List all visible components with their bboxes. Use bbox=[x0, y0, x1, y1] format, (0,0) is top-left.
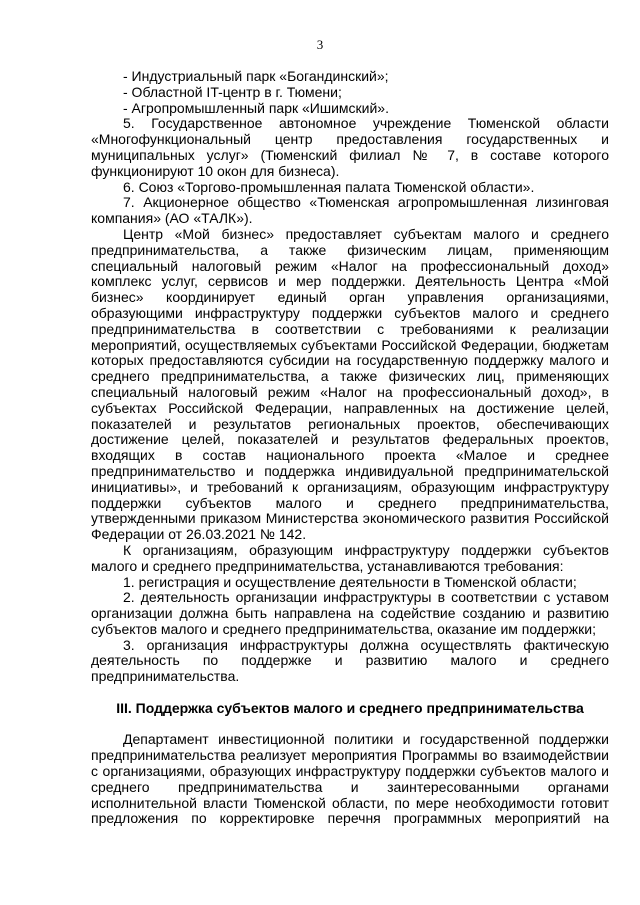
text-line: которых предоставляются субсидии на государственную поддержку малого и bbox=[91, 353, 609, 369]
document-body bbox=[91, 69, 609, 827]
text-line: К организациям, образующим инфраструктуру поддержки субъектов bbox=[123, 542, 609, 558]
text-line: 6. Союз «Торгово-промышленная палата Тюменской области». bbox=[123, 179, 535, 195]
text-line: малого и среднего предпринимательства, устанавливаются требования: bbox=[91, 558, 564, 574]
text-line: 7. Акционерное общество «Тюменская агропромышленная лизинговая bbox=[123, 195, 609, 211]
section-text bbox=[91, 69, 609, 685]
text-line: 1. регистрация и осуществление деятельности в Тюменской области; bbox=[123, 574, 577, 590]
text-line: деятельность по поддержке и развитию малого и среднего bbox=[91, 653, 609, 669]
text-line: достижение целей, показателей и результатов федеральных проектов, bbox=[91, 432, 609, 448]
text-line: субъектах Российской Федерации, направленных на достижение целей, bbox=[91, 400, 609, 416]
text-line: мероприятий, осуществляемых субъектами Российской Федерации, бюджетам bbox=[91, 337, 609, 353]
text-line: предпринимательства в соответствии с требованиями к реализации bbox=[91, 321, 609, 337]
text-line: - Агропромышленный парк «Ишимский». bbox=[123, 100, 389, 116]
page-number: 3 bbox=[316, 37, 324, 52]
text-line: муниципальных услуг» (Тюменский филиал № 7, в составе которого bbox=[91, 147, 609, 163]
text-line: специальный налоговый режим «Налог на профессиональный доход», в bbox=[91, 384, 609, 400]
text-line: входящих в состав национального проекта «Малое и среднее bbox=[91, 448, 609, 464]
section-heading: III. Поддержка субъектов малого и среднего предпринимательства bbox=[116, 699, 584, 716]
text-line: образующими инфраструктуру поддержки субъектов малого и среднего bbox=[91, 305, 609, 321]
text-line: с организациями, образующих инфраструктуру поддержки субъектов малого и bbox=[91, 764, 609, 780]
text-line: бизнес» координирует единый орган управления организациями, bbox=[91, 290, 609, 306]
text-line: Федерации от 26.03.2021 № 142. bbox=[91, 527, 307, 543]
text-line: 3. организация инфраструктуры должна осуществлять фактическую bbox=[123, 637, 609, 653]
text-line: исполнительной власти Тюменской области, по мере необходимости готовит bbox=[91, 795, 609, 811]
text-line: предпринимательства, а также физическим лицам, применяющим bbox=[91, 242, 609, 258]
text-line: специальный налоговый режим «Налог на профессиональный доход» bbox=[91, 258, 609, 274]
text-line: «Многофункциональный центр предоставления государственных и bbox=[91, 132, 609, 148]
text-line: 5. Государственное автономное учреждение Тюменской области bbox=[123, 116, 609, 132]
text-line: Центр «Мой бизнес» предоставляет субъектам малого и среднего bbox=[123, 226, 609, 242]
spacer bbox=[91, 685, 609, 701]
section-text bbox=[91, 732, 609, 827]
text-line: - Областной IT-центр в г. Тюмени; bbox=[123, 84, 342, 100]
text-line: предпринимательства реализует мероприятия Программы во взаимодействии bbox=[91, 748, 609, 764]
text-line: 2. деятельность организации инфраструктуры в соответствии с уставом bbox=[123, 590, 609, 606]
text-line: организации должна быть направлена на содействие созданию и развитию bbox=[91, 606, 609, 622]
text-line: утвержденными приказом Министерства экономического развития Российской bbox=[91, 511, 609, 527]
text-line: показателей и результатов региональных проектов, обеспечивающих bbox=[91, 416, 609, 432]
text-line: комплекс услуг, сервисов и мер поддержки. Деятельность Центра «Мой bbox=[91, 274, 609, 290]
text-line: Департамент инвестиционной политики и государственной поддержки bbox=[123, 732, 609, 748]
text-line: предпринимательство и поддержка индивидуальной предпринимательской bbox=[91, 463, 609, 479]
text-line: функционируют 10 окон для бизнеса). bbox=[91, 163, 340, 179]
text-line: субъектов малого и среднего предпринимательства, оказание им поддержки; bbox=[91, 621, 596, 637]
text-line: предложения по корректировке перечня программных мероприятий на bbox=[91, 811, 609, 827]
text-line: компания» (АО «ТАЛК»). bbox=[91, 211, 253, 227]
text-line: среднего предпринимательства, а также физических лиц, применяющих bbox=[91, 369, 609, 385]
text-line: инициативы», и требований к организациям, образующим инфраструктуру bbox=[91, 479, 609, 495]
text-line: - Индустриальный парк «Богандинский»; bbox=[123, 69, 389, 84]
text-line: предпринимательства. bbox=[91, 669, 240, 685]
text-line: среднего предпринимательства и заинтересованными органами bbox=[91, 779, 609, 795]
spacer bbox=[91, 717, 609, 733]
text-line: поддержки субъектов малого и среднего предпринимательства, bbox=[91, 495, 609, 511]
